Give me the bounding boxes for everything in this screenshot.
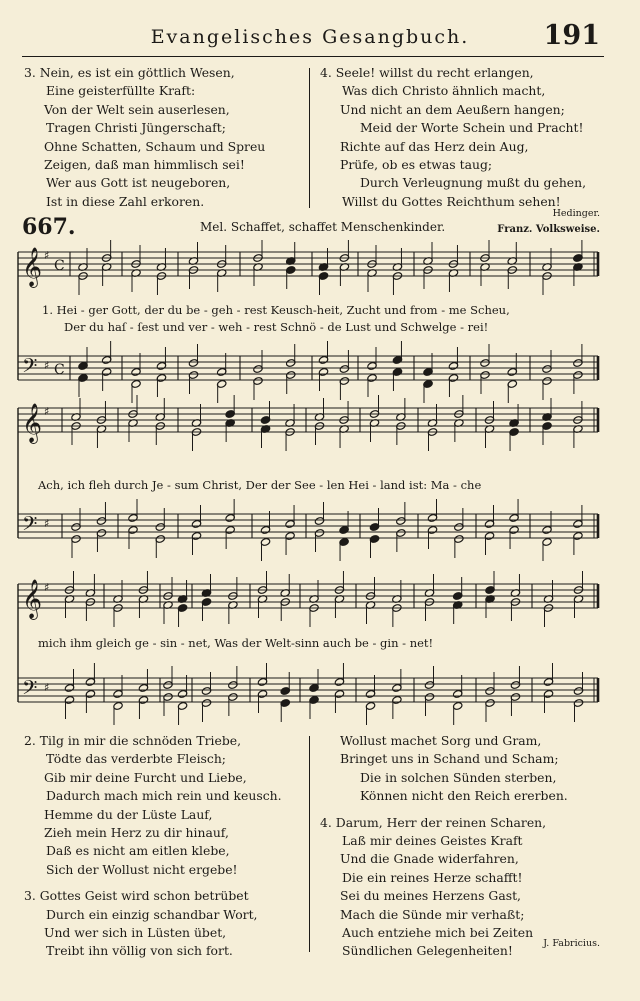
bass-clef: 𝄢 [22,512,38,540]
verse-line: Zeigen, daß man himmlisch sei! [44,157,245,173]
verse-line: Auch entziehe mich bei Zeiten [342,925,534,941]
verse-line: Tragen Christi Jüngerschaft; [46,120,226,136]
verse-line: Wer aus Gott ist neugeboren, [46,175,231,191]
treble-clef: 𝄞 [22,403,43,443]
verse-line: Und wer sich in Lüsten übet, [44,925,227,941]
verse-line: Durch ein einzig schandbar Wort, [46,906,258,922]
lyric-line: Der du haſ - ſest und ver - weh - rest Schnö - de Lust und Schwelge - rei! [64,320,489,334]
key-signature-sharp: ♯ [44,581,50,594]
verse-line: Können nicht den Reich ererben. [360,788,568,804]
page-number: 191 [543,20,600,51]
verse-line: Laß mir deines Geistes Kraft [342,833,523,849]
verse-line: Prüfe, ob es etwas taug; [340,157,493,173]
key-signature-sharp: ♯ [44,681,50,694]
time-signature: C [54,362,65,378]
verse-line: Mach die Sünde mir verhaßt; [340,906,525,922]
verse-line: Was dich Christo ähnlich macht, [342,83,546,99]
stanza-4-previous [320,64,586,211]
verse-line: Daß es nicht am eitlen klebe, [46,843,230,859]
column-divider [309,68,310,208]
verse-line: Gib mir deine Furcht und Liebe, [44,769,247,785]
stanza-3-previous [24,64,265,211]
verse-line: Und nicht an dem Aeußern hangen; [340,101,565,117]
verse-line: Dadurch mach mich rein und keusch. [46,788,282,804]
verse-line: Sich der Wollust nicht ergebe! [46,861,238,877]
key-signature-sharp: ♯ [44,517,50,530]
verse-line: Eine geisterfüllte Kraft: [46,83,196,99]
key-signature-sharp: ♯ [44,405,50,418]
verse-line: Wollust machet Sorg und Gram, [340,733,542,748]
lyric-line: 1. Hei - ger Gott, der du be - geh - rest Keusch-heit, Zucht und from - me Scheu, [42,303,510,317]
verse-line: Bringet uns in Schand und Scham; [340,751,559,767]
key-signature-sharp: ♯ [44,249,50,262]
verse-line: Willst du Gottes Reichthum sehen! [342,193,561,209]
bass-clef: 𝄢 [22,676,38,704]
verse-line: 3. Nein, es ist ein göttlich Wesen, [24,65,235,80]
verse-line: Die in solchen Sünden sterben, [360,769,557,785]
author-attribution: Hedinger. [552,208,600,219]
verse-line: Meid der Worte Schein und Pracht! [360,120,584,136]
verse-line: Sündlichen Gelegenheiten! [342,943,513,959]
composer-attribution: Franz. Volksweise. [497,224,600,235]
verse-line: 4. Seele! willst du recht erlangen, [320,65,534,80]
key-signature-sharp: ♯ [44,359,50,372]
verse-line: 2. Tilg in mir die schnöden Triebe, [24,733,242,748]
verse-line: Durch Verleugnung mußt du gehen, [360,175,587,191]
verse-line: Sei du meines Herzens Gast, [340,888,521,904]
treble-clef: 𝄞 [22,247,43,287]
verse-line: Zieh mein Herz zu dir hinauf, [44,825,229,841]
running-header-title: Evangelisches Gesangbuch. [150,26,470,48]
melody-reference: Mel. Schaffet, schaffet Menschenkinder. [200,220,446,234]
stanza-2 [24,732,282,961]
stanza-3-continued [320,732,568,961]
verse-line: Richte auf das Herz dein Aug, [340,138,529,154]
verse-line: Ohne Schatten, Schaum und Spreu [44,138,266,154]
hymn-number: 667. [22,214,76,240]
verse-line: Tödte das verderbte Fleisch; [46,751,226,767]
bass-clef: 𝄢 [22,354,38,382]
time-signature: C [54,258,65,274]
verse-line: 3. Gottes Geist wird schon betrübet [24,888,249,904]
verse-line: Treibt ihn völlig von sich fort. [46,943,233,959]
author-attribution: J. Fabricius. [543,938,600,949]
verse-line: Und die Gnade widerfahren, [340,851,519,867]
verse-line: Von der Welt sein auserlesen, [44,101,230,117]
header-rule [22,56,604,57]
verse-line: Ist in diese Zahl erkoren. [46,193,205,209]
lyric-line: mich ihm gleich ge - sin - net, Was der Welt-sinn auch be - gin - net! [38,636,434,650]
treble-clef: 𝄞 [22,579,43,619]
lyric-line: Ach, ich fleh durch Je - sum Christ, Der der See - len Hei - land ist: Ma - che [38,478,482,492]
verse-line: Die ein reines Herze schafft! [342,869,523,885]
verse-line: 4. Darum, Herr der reinen Scharen, [320,814,547,830]
verse-line: Hemme du der Lüste Lauf, [44,806,213,822]
column-divider [309,736,310,952]
